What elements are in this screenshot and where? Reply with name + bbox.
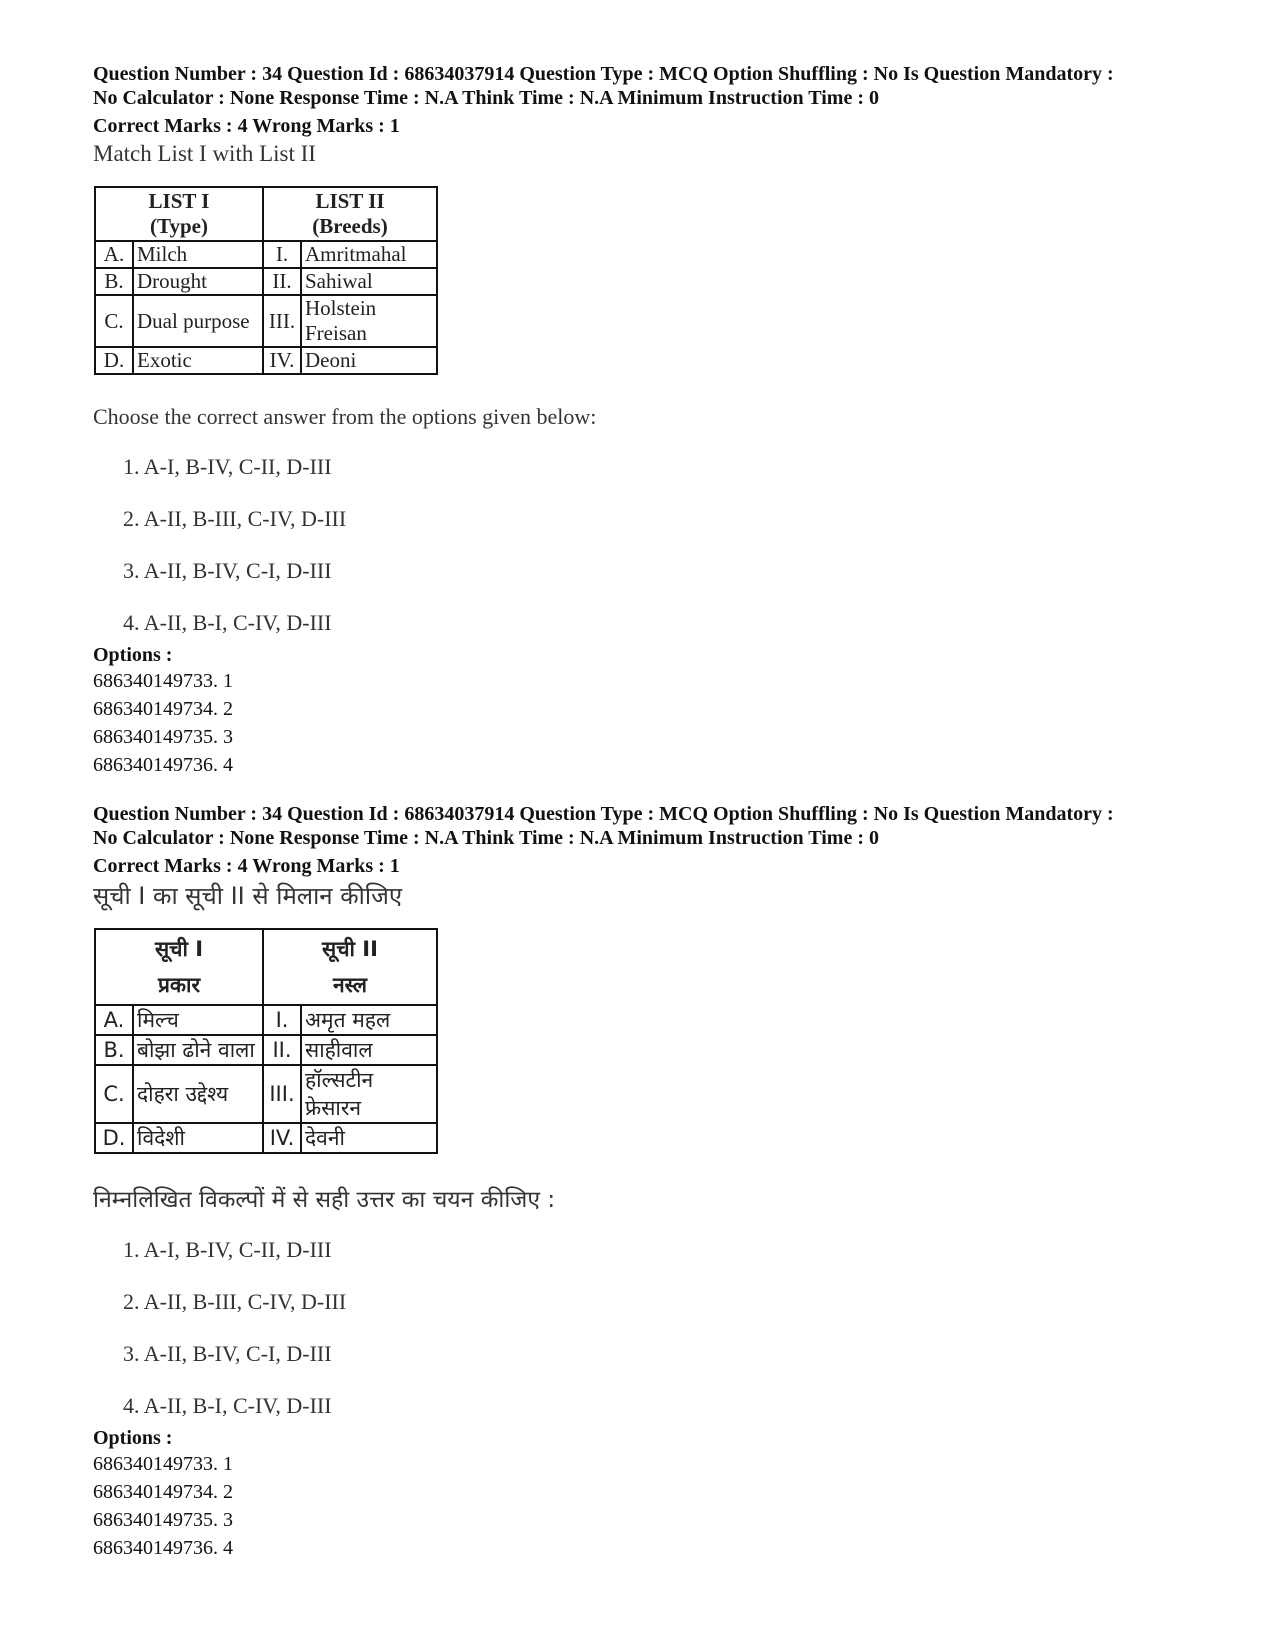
row-key-left: A. — [95, 1005, 133, 1035]
row-value-right: देवनी — [301, 1123, 437, 1153]
list1-title: सूची I — [154, 937, 204, 961]
row-key-left: C. — [95, 295, 133, 347]
option-id: 686340149735. 3 — [93, 1509, 233, 1531]
answer-choice: 3. A-II, B-IV, C-I, D-III — [123, 1341, 332, 1366]
question-prompt: Match List I with List II — [93, 141, 316, 166]
row-key-left: D. — [95, 1123, 133, 1153]
match-table — [94, 186, 438, 375]
answer-choice: 2. A-II, B-III, C-IV, D-III — [123, 506, 347, 531]
row-key-right: I. — [263, 1005, 301, 1035]
list2-header — [263, 929, 437, 1005]
option-id: 686340149736. 4 — [93, 754, 233, 776]
table-row — [95, 268, 437, 295]
table-row — [95, 1065, 437, 1123]
answer-list — [93, 1236, 1213, 1420]
answer-choice: 3. A-II, B-IV, C-I, D-III — [123, 558, 332, 583]
row-value-left: Exotic — [133, 347, 263, 374]
row-key-right: IV. — [263, 1123, 301, 1153]
row-value-left: Milch — [133, 241, 263, 268]
answer-choice: 1. A-I, B-IV, C-II, D-III — [123, 1237, 332, 1262]
row-key-right: III. — [263, 295, 301, 347]
row-value-left: विदेशी — [133, 1123, 263, 1153]
list1-header — [95, 187, 263, 241]
table-row — [95, 1035, 437, 1065]
row-value-right: Deoni — [301, 347, 437, 374]
answer-choice: 4. A-II, B-I, C-IV, D-III — [123, 1393, 332, 1418]
list2-title: LIST II — [315, 189, 385, 213]
list1-title: LIST I — [148, 189, 210, 213]
question-block-english — [93, 62, 1213, 779]
row-key-right: II. — [263, 268, 301, 295]
question-meta: Question Number : 34 Question Id : 68634037914 Question Type : MCQ Option Shuffling : No Is Question Mandatory : No Calculator : None Response Time : N.A Think Time : N.A Minimum Instruction Time : 0 — [93, 803, 1114, 849]
list2-header — [263, 187, 437, 241]
choose-instruction: Choose the correct answer from the options given below: — [93, 404, 597, 429]
answer-choice: 2. A-II, B-III, C-IV, D-III — [123, 1289, 347, 1314]
answer-list — [93, 453, 1213, 637]
answer-choice: 4. A-II, B-I, C-IV, D-III — [123, 610, 332, 635]
option-id: 686340149736. 4 — [93, 1537, 233, 1559]
row-key-right: III. — [263, 1065, 301, 1123]
row-value-left: दोहरा उद्देश्य — [133, 1065, 263, 1123]
row-key-right: IV. — [263, 347, 301, 374]
question-block-hindi — [93, 802, 1213, 1562]
row-value-left: मिल्च — [133, 1005, 263, 1035]
row-key-left: B. — [95, 268, 133, 295]
row-key-left: B. — [95, 1035, 133, 1065]
row-key-left: A. — [95, 241, 133, 268]
row-value-right: Holstein Freisan — [301, 295, 437, 347]
row-key-right: I. — [263, 241, 301, 268]
question-marks: Correct Marks : 4 Wrong Marks : 1 — [93, 115, 400, 137]
row-value-right: Amritmahal — [301, 241, 437, 268]
table-row — [95, 241, 437, 268]
table-row — [95, 295, 437, 347]
row-value-left: Drought — [133, 268, 263, 295]
option-id: 686340149734. 2 — [93, 698, 233, 720]
row-value-right: साहीवाल — [301, 1035, 437, 1065]
row-key-left: D. — [95, 347, 133, 374]
list2-subtitle: नस्ल — [332, 973, 368, 997]
list2-subtitle: (Breeds) — [312, 214, 388, 238]
match-table — [94, 928, 438, 1154]
option-id: 686340149733. 1 — [93, 1453, 233, 1475]
question-prompt: सूची I का सूची II से मिलान कीजिए — [93, 882, 403, 910]
row-value-left: बोझा ढोने वाला — [133, 1035, 263, 1065]
row-value-right: हॉल्सटीन फ्रेसारन — [301, 1065, 437, 1123]
row-value-right: अमृत महल — [301, 1005, 437, 1035]
list1-header — [95, 929, 263, 1005]
list1-subtitle: (Type) — [150, 214, 208, 238]
table-row — [95, 1123, 437, 1153]
choose-instruction: निम्नलिखित विकल्पों में से सही उत्तर का चयन कीजिए : — [93, 1187, 556, 1213]
option-id: 686340149734. 2 — [93, 1481, 233, 1503]
row-key-right: II. — [263, 1035, 301, 1065]
row-key-left: C. — [95, 1065, 133, 1123]
list1-subtitle: प्रकार — [157, 973, 201, 997]
answer-choice: 1. A-I, B-IV, C-II, D-III — [123, 454, 332, 479]
table-row — [95, 1005, 437, 1035]
question-marks: Correct Marks : 4 Wrong Marks : 1 — [93, 855, 400, 877]
options-title: Options : — [93, 1427, 173, 1449]
options-title: Options : — [93, 644, 173, 666]
row-value-right: Sahiwal — [301, 268, 437, 295]
option-id: 686340149733. 1 — [93, 670, 233, 692]
option-id: 686340149735. 3 — [93, 726, 233, 748]
row-value-left: Dual purpose — [133, 295, 263, 347]
table-row — [95, 347, 437, 374]
list2-title: सूची II — [322, 937, 378, 961]
question-meta: Question Number : 34 Question Id : 68634037914 Question Type : MCQ Option Shuffling : No Is Question Mandatory : No Calculator : None Response Time : N.A Think Time : N.A Minimum Instruction Time : 0 — [93, 63, 1114, 109]
